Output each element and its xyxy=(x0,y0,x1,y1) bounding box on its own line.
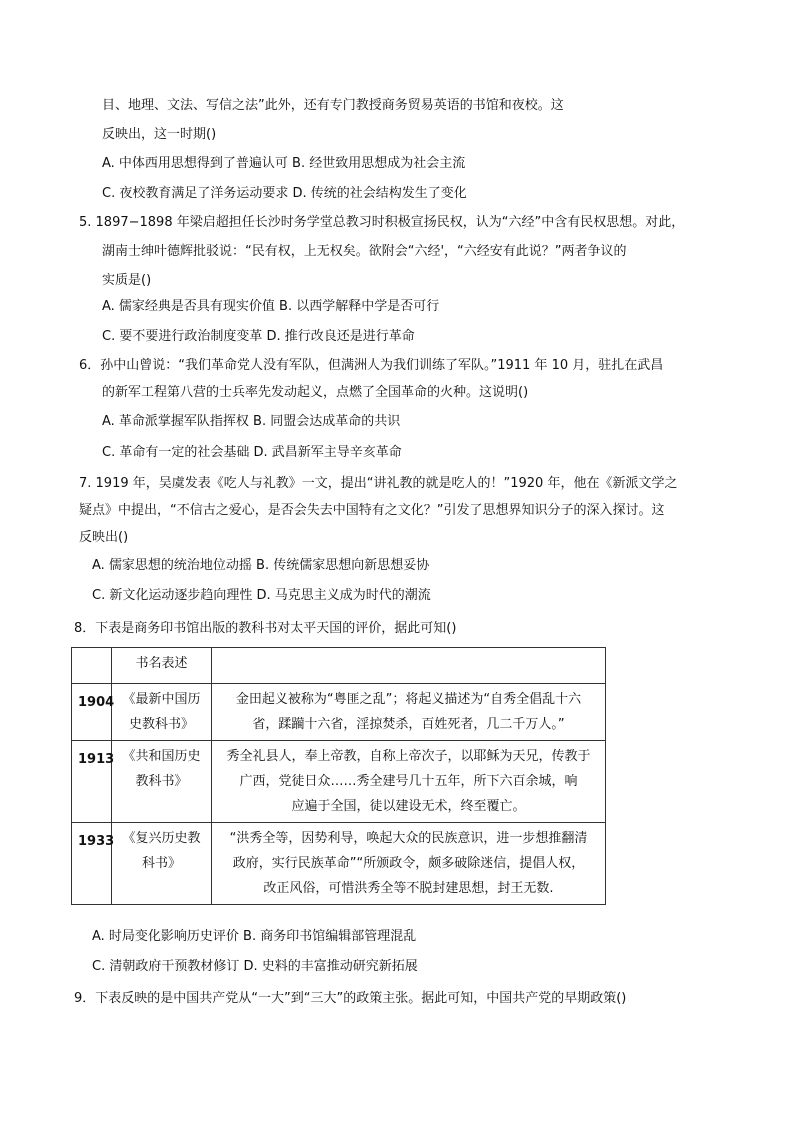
description-line: “洪秀全等，因势利导，唤起大众的民族意识，进一步想推翻清 xyxy=(229,831,588,846)
book-title-cell xyxy=(112,741,212,823)
header-desc-cell xyxy=(212,648,606,684)
description-line: 应遍于全国，徒以建设无术，终至覆亡。 xyxy=(291,799,526,814)
question-5-stem-line: 5. 1897−1898 年梁启超担任长沙时务学堂总教习时积极宣扬民权，认为“六经”中含有民权思想。对此， xyxy=(79,215,685,230)
question-4-stem-line: 目、地理、文法、写信之法”此外，还有专门教授商务贸易英语的书馆和夜校。这 xyxy=(102,98,564,113)
book-title-line: 《最新中国历 xyxy=(122,692,201,707)
book-title-line: 科书》 xyxy=(141,856,181,871)
description-line: 金田起义被称为“粤匪之乱”；将起义描述为“自秀全倡乱十六 xyxy=(235,692,582,707)
question-9-stem-line: 9．下表反映的是中国共产党从“一大”到“三大”的政策主张。据此可知，中国共产党的早期政策() xyxy=(74,991,627,1006)
question-7-stem-line: 反映出() xyxy=(79,530,129,545)
question-5-stem-line: 湖南士绅叶德辉批驳说：“民有权，上无权矣。欲附会“六经'，“六经安有此说？”两者争议的 xyxy=(102,244,627,259)
year-cell: 1904 xyxy=(72,684,112,741)
question-6-stem-line: 6．孙中山曾说：“我们革命党人没有军队，但满洲人为我们训练了军队。”1911 年 10 月，驻扎在武昌 xyxy=(79,358,664,373)
question-5-options-ab: A. 儒家经典是否具有现实价值 B. 以西学解释中学是否可行 xyxy=(102,299,440,314)
book-title-line: 教科书》 xyxy=(135,774,188,789)
table-row xyxy=(72,741,606,823)
header-year-cell xyxy=(72,648,112,684)
book-title-cell xyxy=(112,684,212,741)
description-line: 政府，实行民族革命”“所颁政令，颇多破除迷信，提倡人权， xyxy=(232,856,585,871)
description-line: 改正风俗，可惜洪秀全等不脱封建思想，封王无数. xyxy=(263,881,554,896)
table-row xyxy=(72,823,606,905)
question-5-stem-line: 实质是() xyxy=(102,273,152,288)
description-line: 秀全礼县人，奉上帝教，自称上帝次子，以耶稣为天兄，传教于 xyxy=(226,749,591,764)
question-8-stem-line: 8．下表是商务印书馆出版的教科书对太平天国的评价，据此可知() xyxy=(74,621,457,636)
description-cell xyxy=(212,684,606,741)
book-title-line: 《复兴历史教 xyxy=(122,831,201,846)
book-title-line: 史教科书》 xyxy=(128,717,194,732)
question-6-stem-line: 的新军工程第八营的士兵率先发动起义，点燃了全国革命的火种。这说明() xyxy=(102,385,529,400)
description-cell xyxy=(212,741,606,823)
year-cell: 1933 xyxy=(72,823,112,905)
question-7-stem-line: 疑点》中提出，“不信古之爱心，是否会失去中国特有之文化？”引发了思想界知识分子的深入探讨。这 xyxy=(79,503,665,518)
description-cell xyxy=(212,823,606,905)
question-7-options-ab: A. 儒家思想的统治地位动摇 B. 传统儒家思想向新思想妥协 xyxy=(92,558,430,573)
table-header-row xyxy=(72,648,606,684)
book-title-cell xyxy=(112,823,212,905)
question-6-options-ab: A. 革命派掌握军队指挥权 B. 同盟会达成革命的共识 xyxy=(102,414,401,429)
question-7-stem-line: 7. 1919 年，吴虞发表《吃人与礼教》一文，提出“讲礼教的就是吃人的！”1920 年，他在《新派文学之 xyxy=(79,476,678,491)
description-line: 省，蹂躏十六省，淫掠焚杀，百姓死者，几二千万人。” xyxy=(252,717,565,732)
year-cell: 1913 xyxy=(72,741,112,823)
description-line: 广西，党徒日众……秀全建号几十五年，所下六百余城，响 xyxy=(239,774,578,789)
table-row xyxy=(72,684,606,741)
question-4-options-ab: A. 中体西用思想得到了普遍认可 B. 经世致用思想成为社会主流 xyxy=(102,156,466,171)
question-7-options-cd: C. 新文化运动逐步趋向理性 D. 马克思主义成为时代的潮流 xyxy=(92,588,431,603)
question-8-options-cd: C. 清朝政府干预教材修订 D. 史料的丰富推动研究新拓展 xyxy=(92,959,418,974)
question-5-options-cd: C. 要不要进行政治制度变革 D. 推行改良还是进行革命 xyxy=(102,329,415,344)
question-4-stem-line: 反映出，这一时期() xyxy=(102,127,217,142)
book-title-line: 《共和国历史 xyxy=(122,749,201,764)
textbook-evaluation-table xyxy=(71,647,606,905)
question-6-options-cd: C. 革命有一定的社会基础 D. 武昌新军主导辛亥革命 xyxy=(102,445,402,460)
header-book-cell: 书名表述 xyxy=(112,648,212,684)
question-8-options-ab: A. 时局变化影响历史评价 B. 商务印书馆编辑部管理混乱 xyxy=(92,929,417,944)
question-4-options-cd: C. 夜校教育满足了洋务运动要求 D. 传统的社会结构发生了变化 xyxy=(102,186,467,201)
